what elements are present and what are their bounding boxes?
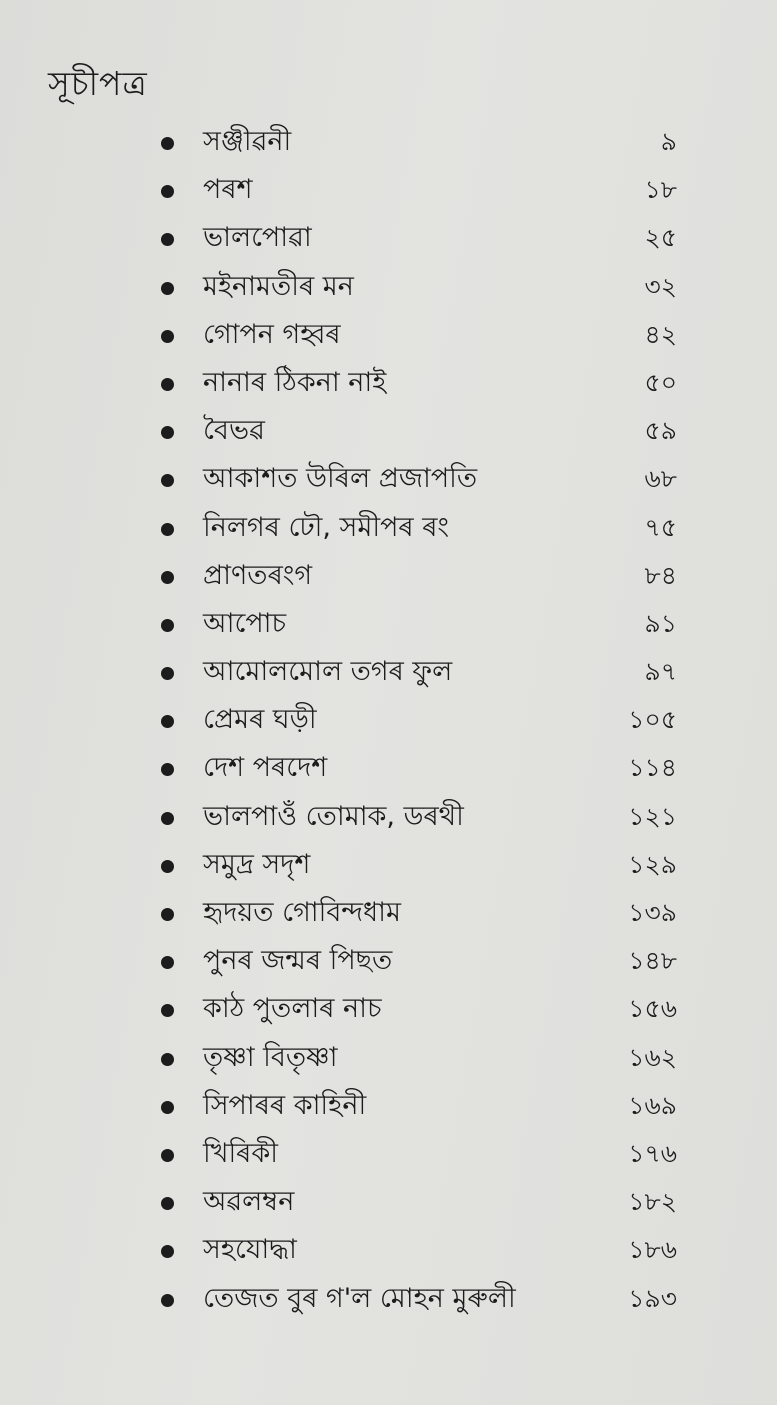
bullet-icon [161, 1197, 174, 1210]
bullet-icon [161, 1053, 174, 1066]
entry-title: তেজত বুৰ গ'ল মোহন মুৰুলী [203, 1282, 516, 1314]
entry-page-number: ৫০ [644, 367, 677, 397]
entry-title: সহযোদ্ধা [203, 1234, 297, 1266]
entry-page-number: ৯১ [644, 608, 677, 638]
entry-page-number: ২৫ [644, 223, 677, 253]
bullet-icon [161, 282, 174, 295]
entry-title: মইনামতীৰ মন [203, 270, 354, 302]
bullet-icon [161, 763, 174, 776]
entry-title: ভালপাওঁ তোমাক, ডৰথী [203, 800, 464, 832]
list-item [0, 889, 777, 937]
list-item [0, 359, 777, 407]
bullet-icon [161, 1101, 174, 1114]
bullet-icon [161, 185, 174, 198]
entry-title: পৰশ [203, 174, 253, 206]
entry-page-number: ১১৪ [628, 753, 677, 783]
list-item [0, 1034, 777, 1082]
entry-title: নানাৰ ঠিকনা নাই [203, 366, 387, 398]
entry-title: সমুদ্ৰ সদৃশ [203, 848, 311, 880]
bullet-icon [161, 474, 174, 487]
entry-title: তৃষ্ণা বিতৃষ্ণা [203, 1041, 338, 1073]
list-item [0, 214, 777, 262]
entry-page-number: ১৯৩ [628, 1283, 677, 1313]
list-item [0, 263, 777, 311]
bullet-icon [161, 330, 174, 343]
entry-page-number: ১৬২ [628, 1042, 677, 1072]
entry-page-number: ১২৯ [628, 849, 677, 879]
bullet-icon [161, 1294, 174, 1307]
bullet-icon [161, 1245, 174, 1258]
list-item [0, 166, 777, 214]
entry-page-number: ৯৭ [644, 657, 677, 687]
bullet-icon [161, 1004, 174, 1017]
entry-title: আমোলমোল তগৰ ফুল [203, 656, 453, 688]
bullet-icon [161, 715, 174, 728]
bullet-icon [161, 1149, 174, 1162]
entry-page-number: ১৮ [644, 175, 677, 205]
entry-page-number: ১৩৯ [628, 898, 677, 927]
entry-page-number: ১০৫ [628, 705, 677, 735]
list-item [0, 1082, 777, 1130]
list-item [0, 841, 777, 889]
page-title: সূচীপত্ৰ [48, 64, 148, 103]
list-item [0, 407, 777, 455]
bullet-icon [161, 619, 174, 632]
entry-page-number: ১৮৬ [628, 1235, 677, 1265]
list-item [0, 793, 777, 841]
entry-title: খিৰিকী [203, 1137, 278, 1169]
bullet-icon [161, 523, 174, 536]
list-item [0, 600, 777, 648]
entry-page-number: ১৮২ [628, 1187, 677, 1217]
list-item [0, 937, 777, 985]
entry-page-number: ১৭৬ [628, 1138, 677, 1168]
entry-page-number: ৮৪ [644, 560, 677, 590]
list-item [0, 744, 777, 792]
entry-page-number: ৫৯ [644, 416, 677, 446]
entry-page-number: ৬৮ [644, 464, 677, 494]
entry-title: গোপন গহ্বৰ [203, 318, 341, 350]
entry-title: অৱলম্বন [203, 1186, 295, 1218]
entry-title: পুনৰ জন্মৰ পিছত [203, 945, 393, 977]
entry-page-number: ১৪৮ [628, 946, 677, 976]
entry-page-number: ৪২ [644, 319, 677, 349]
list-item [0, 552, 777, 600]
entry-page-number: ১৫৬ [628, 994, 677, 1024]
entry-title: সিপাৰৰ কাহিনী [203, 1089, 367, 1121]
bullet-icon [161, 956, 174, 969]
entry-title: কাঠ পুতলাৰ নাচ [203, 993, 382, 1025]
list-item [0, 1226, 777, 1274]
list-item [0, 118, 777, 166]
entry-title: সঞ্জীৱনী [203, 126, 292, 157]
entry-title: প্ৰেমৰ ঘড়ী [203, 704, 317, 736]
entry-title: হৃদয়ত গোবিন্দধাম [203, 897, 401, 928]
entry-title: ভালপোৱা [203, 222, 312, 254]
bullet-icon [161, 571, 174, 584]
bullet-icon [161, 378, 174, 391]
entry-title: বৈভৱ [203, 415, 265, 447]
bullet-icon [161, 137, 174, 150]
entry-title: নিলগৰ ঢৌ, সমীপৰ ৰং [203, 511, 450, 543]
bullet-icon [161, 908, 174, 921]
list-item [0, 1275, 777, 1323]
list-item [0, 311, 777, 359]
entry-page-number: ৩২ [644, 271, 677, 301]
entry-title: আকাশত উৰিল প্ৰজাপতি [203, 463, 478, 495]
list-item [0, 504, 777, 552]
entry-page-number: ১২১ [628, 801, 677, 831]
bullet-icon [161, 426, 174, 439]
entry-title: প্ৰাণতৰংগ [203, 559, 313, 591]
list-item [0, 1178, 777, 1226]
list-item [0, 1130, 777, 1178]
entry-title: আপোচ [203, 607, 287, 639]
entry-page-number: ৯ [660, 127, 677, 156]
entry-page-number: ৭৫ [644, 512, 677, 542]
entry-title: দেশ পৰদেশ [203, 752, 328, 784]
list-item [0, 985, 777, 1033]
bullet-icon [161, 233, 174, 246]
contents-list [0, 118, 777, 1323]
list-item [0, 648, 777, 696]
entry-page-number: ১৬৯ [628, 1090, 677, 1120]
list-item [0, 455, 777, 503]
bullet-icon [161, 812, 174, 825]
bullet-icon [161, 860, 174, 873]
bullet-icon [161, 667, 174, 680]
list-item [0, 696, 777, 744]
